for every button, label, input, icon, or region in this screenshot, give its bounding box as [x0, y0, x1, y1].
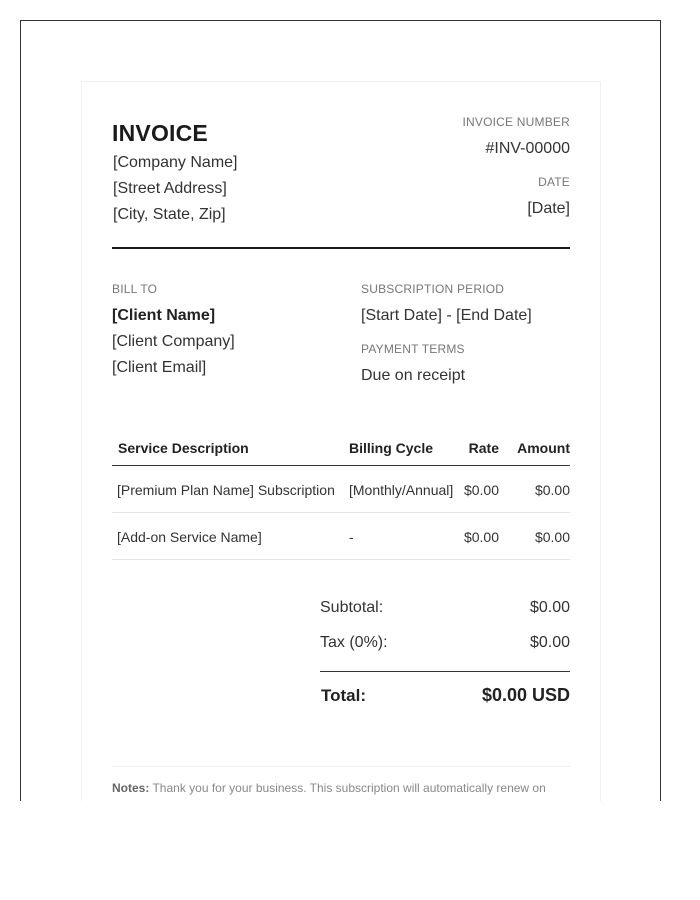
- column-header-billing-cycle: Billing Cycle: [349, 440, 434, 456]
- row1-description: [Premium Plan Name] Subscription: [117, 482, 335, 498]
- row2-description: [Add-on Service Name]: [117, 529, 262, 545]
- table-row-divider: [112, 559, 570, 560]
- total-label: Total:: [321, 686, 367, 705]
- invoice-card: [81, 81, 601, 801]
- company-name: [Company Name]: [113, 154, 238, 171]
- table-header-divider: [112, 465, 570, 466]
- notes-label: Notes:: [112, 781, 150, 795]
- notes-text: Thank you for your business. This subscription will automatically renew on: [152, 781, 546, 795]
- tax-label: Tax (0%):: [320, 634, 388, 651]
- column-header-description: Service Description: [118, 440, 249, 456]
- table-row-divider: [112, 512, 570, 513]
- client-email: [Client Email]: [112, 359, 207, 376]
- column-header-rate: Rate: [468, 440, 499, 456]
- tax-value: $0.00: [529, 634, 570, 651]
- row2-amount: $0.00: [534, 529, 570, 545]
- invoice-date: [Date]: [527, 200, 570, 217]
- row2-billing-cycle: -: [349, 529, 354, 545]
- client-company: [Client Company]: [112, 333, 235, 350]
- subtotal-label: Subtotal:: [320, 599, 384, 616]
- date-label: DATE: [538, 175, 570, 189]
- bill-to-label: BILL TO: [112, 282, 158, 296]
- subtotal-value: $0.00: [529, 599, 570, 616]
- subscription-period-label: SUBSCRIPTION PERIOD: [361, 282, 505, 296]
- payment-terms: Due on receipt: [361, 367, 466, 384]
- totals-divider: [320, 671, 570, 672]
- row1-billing-cycle: [Monthly/Annual]: [349, 482, 454, 498]
- row1-amount: $0.00: [534, 482, 570, 498]
- subscription-period: [Start Date] - [End Date]: [361, 307, 532, 324]
- client-name: [Client Name]: [112, 307, 216, 324]
- notes: [112, 781, 546, 795]
- header-divider: [112, 247, 570, 249]
- row1-rate: $0.00: [463, 482, 499, 498]
- document-page: [20, 20, 661, 801]
- invoice-number-label: INVOICE NUMBER: [462, 115, 570, 129]
- company-street: [Street Address]: [113, 180, 227, 197]
- notes-divider: [112, 766, 570, 767]
- row2-rate: $0.00: [463, 529, 499, 545]
- invoice-title: INVOICE: [112, 120, 208, 146]
- payment-terms-label: PAYMENT TERMS: [361, 342, 465, 356]
- total-value: $0.00 USD: [481, 685, 570, 705]
- column-header-amount: Amount: [517, 440, 570, 456]
- invoice-number: #INV-00000: [485, 140, 570, 157]
- company-city: [City, State, Zip]: [113, 206, 226, 223]
